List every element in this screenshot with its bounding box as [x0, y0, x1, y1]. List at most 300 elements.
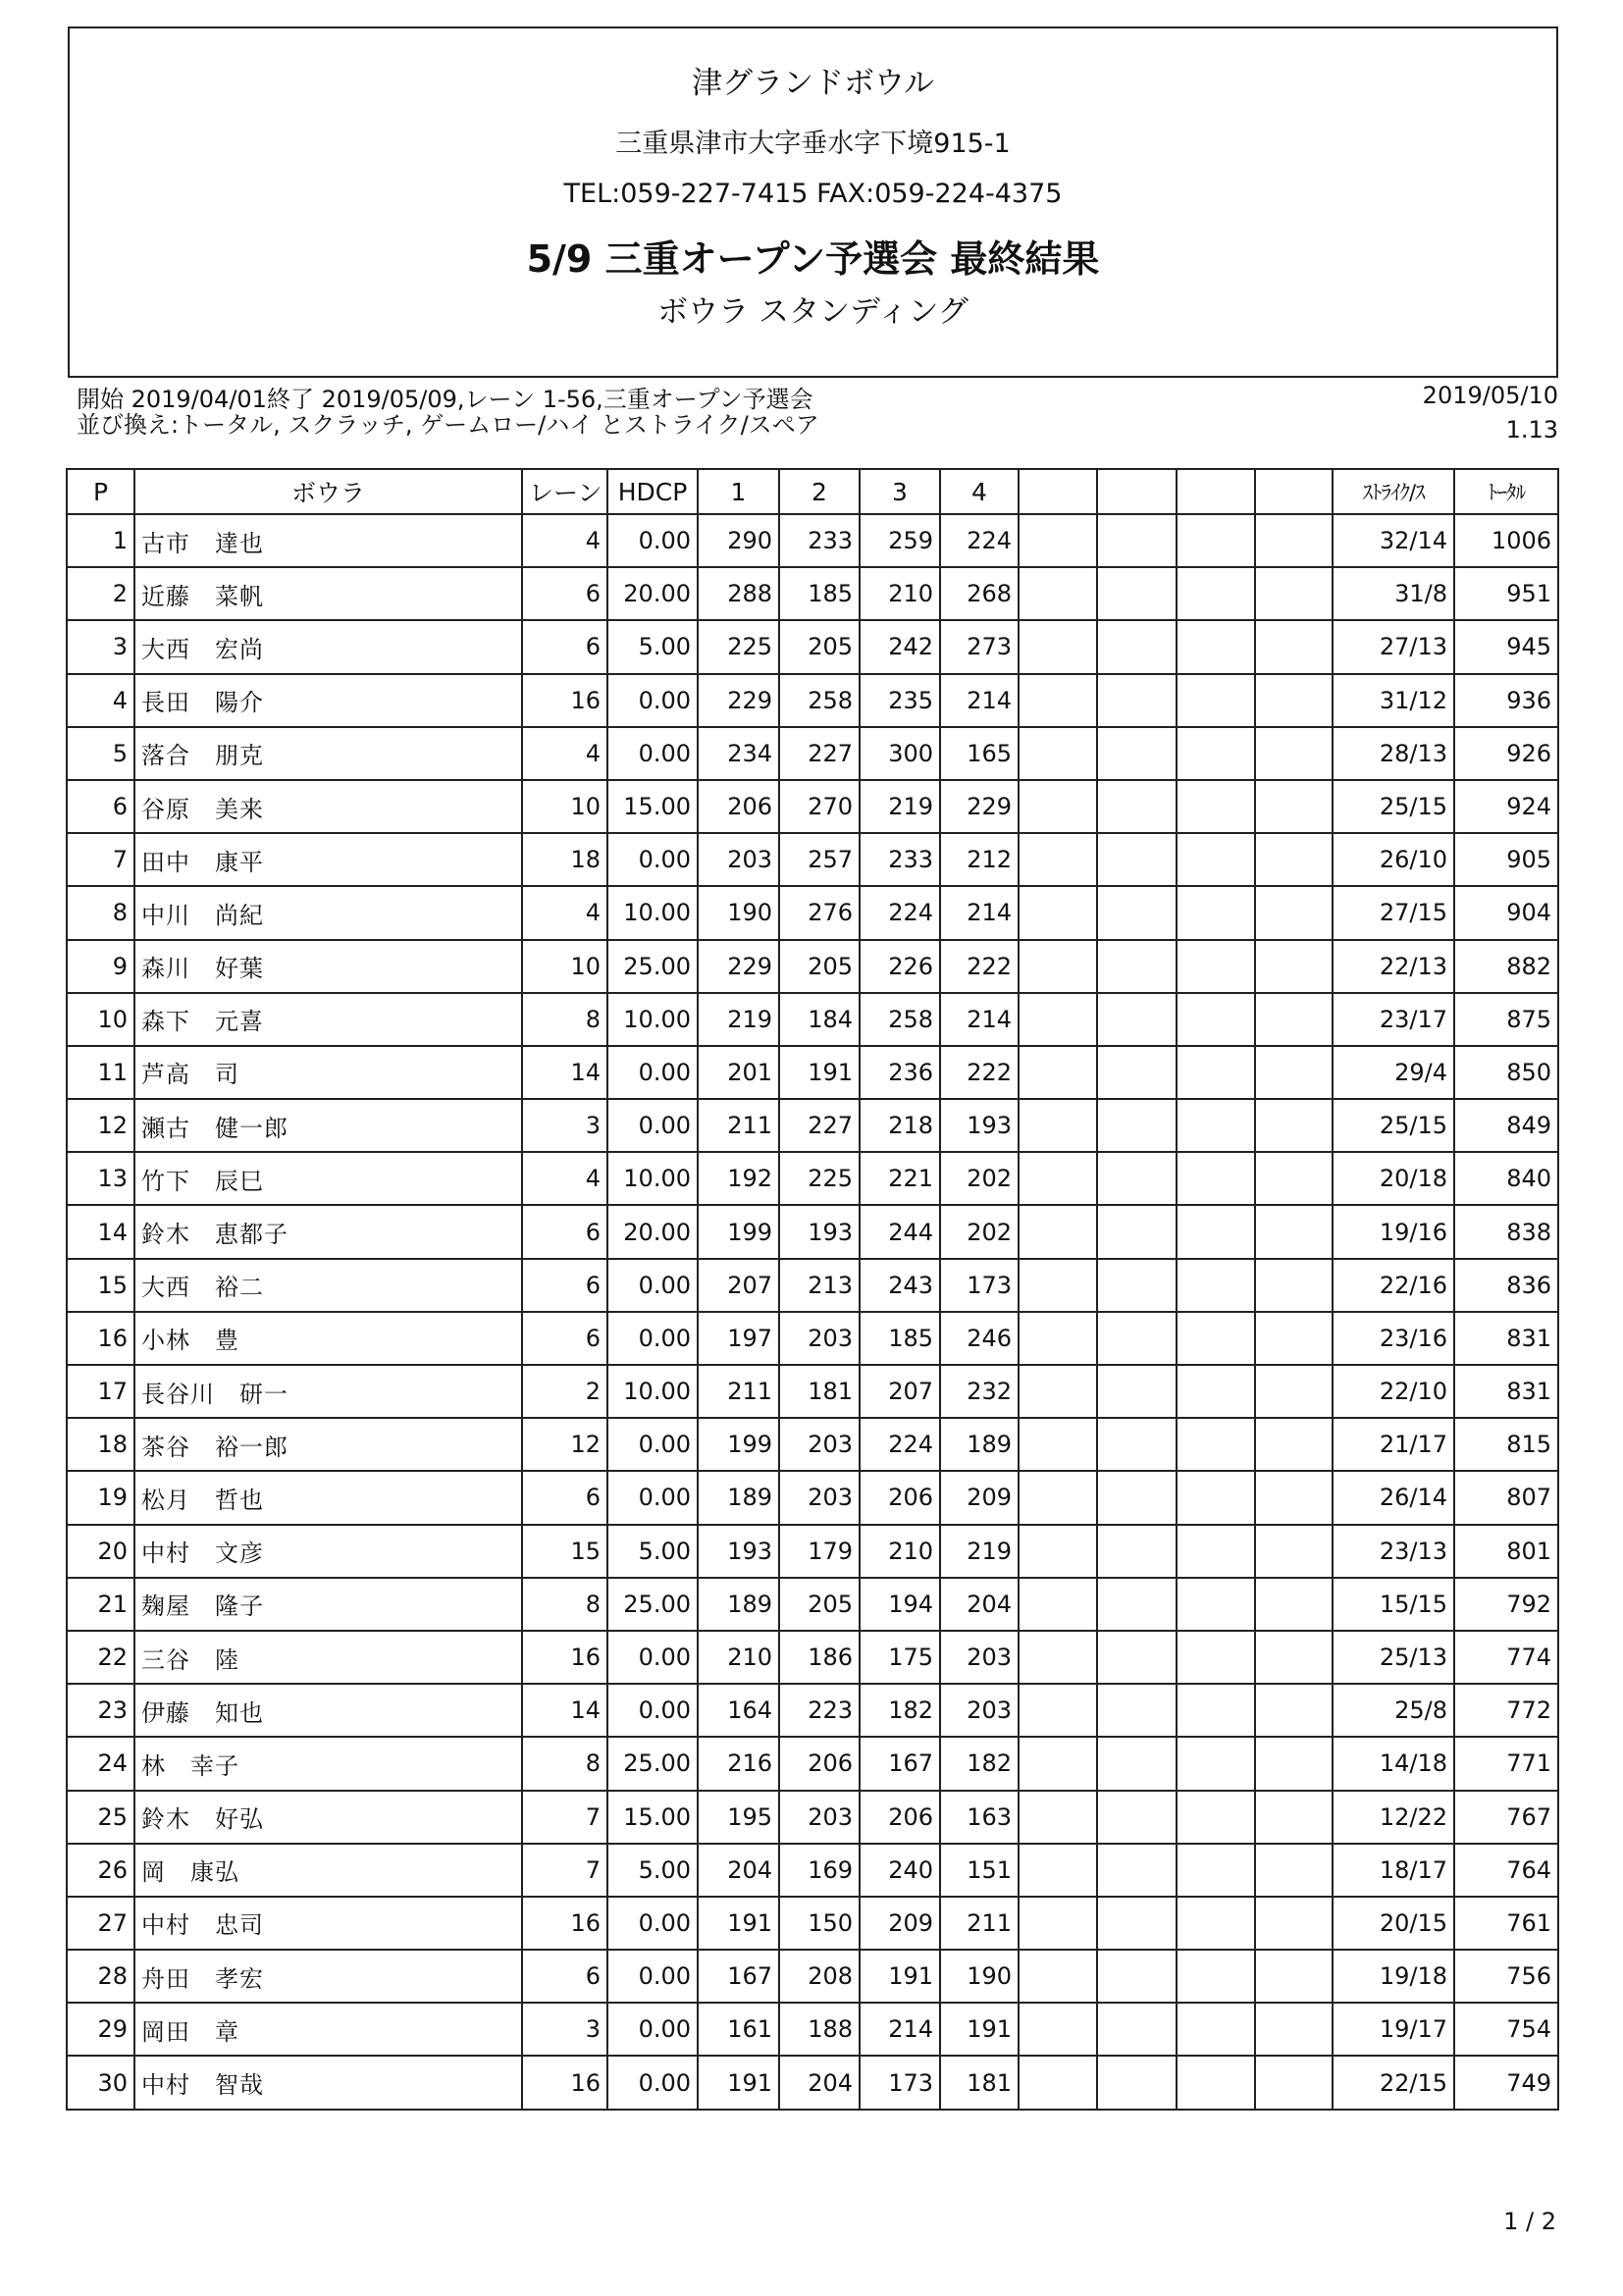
total-cell: 792	[1454, 1578, 1558, 1631]
strike-spare-cell: 27/13	[1333, 620, 1454, 673]
game1-cell: 234	[698, 727, 779, 780]
bowler-name-cell: 落合 朋克	[134, 727, 522, 780]
position-cell: 8	[67, 886, 134, 939]
empty-cell	[1097, 1152, 1177, 1205]
position-cell: 24	[67, 1737, 134, 1790]
bowler-name-cell: 中川 尚紀	[134, 886, 522, 939]
game2-cell: 186	[779, 1631, 860, 1684]
empty-cell	[1097, 780, 1177, 833]
total-cell: 849	[1454, 1099, 1558, 1152]
hdcp-cell: 0.00	[607, 674, 698, 727]
empty-cell	[1019, 1312, 1097, 1365]
hdcp-cell: 0.00	[607, 2003, 698, 2056]
hdcp-cell: 5.00	[607, 1844, 698, 1897]
total-cell: 756	[1454, 1950, 1558, 2003]
game2-cell: 208	[779, 1950, 860, 2003]
game1-cell: 290	[698, 514, 779, 567]
lane-cell: 16	[522, 1897, 607, 1950]
game3-cell: 300	[860, 727, 940, 780]
game3-cell: 214	[860, 2003, 940, 2056]
empty-cell	[1019, 727, 1097, 780]
game3-cell: 185	[860, 1312, 940, 1365]
table-row	[67, 1791, 1558, 1844]
strike-spare-cell: 19/17	[1333, 2003, 1454, 2056]
empty-cell	[1097, 1950, 1177, 2003]
position-cell: 6	[67, 780, 134, 833]
table-row	[67, 1152, 1558, 1205]
empty-cell	[1255, 1525, 1333, 1578]
game2-cell: 270	[779, 780, 860, 833]
strike-spare-cell: 23/17	[1333, 993, 1454, 1046]
position-cell: 4	[67, 674, 134, 727]
total-cell: 801	[1454, 1525, 1558, 1578]
game1-cell: 204	[698, 1844, 779, 1897]
position-cell: 17	[67, 1365, 134, 1418]
bowler-name-cell: 古市 達也	[134, 514, 522, 567]
total-cell: 771	[1454, 1737, 1558, 1790]
table-row	[67, 1950, 1558, 2003]
hdcp-cell: 0.00	[607, 1631, 698, 1684]
game3-cell: 206	[860, 1471, 940, 1524]
game3-cell: 221	[860, 1152, 940, 1205]
position-cell: 25	[67, 1791, 134, 1844]
total-cell: 945	[1454, 620, 1558, 673]
game2-cell: 257	[779, 833, 860, 886]
strike-spare-cell: 22/10	[1333, 1365, 1454, 1418]
bowler-name-cell: 岡田 章	[134, 2003, 522, 2056]
empty-cell	[1255, 1046, 1333, 1099]
table-row	[67, 886, 1558, 939]
strike-spare-cell: 25/8	[1333, 1684, 1454, 1737]
position-cell: 19	[67, 1471, 134, 1524]
lane-cell: 3	[522, 2003, 607, 2056]
bowler-name-cell: 鈴木 好弘	[134, 1791, 522, 1844]
empty-cell	[1177, 620, 1255, 673]
report-version: 1.13	[1505, 416, 1558, 444]
empty-cell	[1177, 1525, 1255, 1578]
game2-cell: 179	[779, 1525, 860, 1578]
hdcp-cell: 0.00	[607, 1259, 698, 1312]
bowler-name-cell: 森川 好葉	[134, 940, 522, 993]
strike-spare-cell: 28/13	[1333, 727, 1454, 780]
empty-cell	[1255, 1365, 1333, 1418]
table-row	[67, 1365, 1558, 1418]
game2-cell: 205	[779, 1578, 860, 1631]
game4-cell: 212	[940, 833, 1019, 886]
empty-cell	[1255, 514, 1333, 567]
table-row	[67, 1418, 1558, 1471]
empty-cell	[1177, 1046, 1255, 1099]
game4-cell: 222	[940, 940, 1019, 993]
hdcp-cell: 0.00	[607, 727, 698, 780]
game4-cell: 202	[940, 1205, 1019, 1258]
report-date: 2019/05/10	[1422, 382, 1558, 409]
game4-cell: 246	[940, 1312, 1019, 1365]
empty-cell	[1097, 1259, 1177, 1312]
position-cell: 20	[67, 1525, 134, 1578]
game3-cell: 210	[860, 567, 940, 620]
strike-spare-cell: 31/8	[1333, 567, 1454, 620]
game4-cell: 203	[940, 1631, 1019, 1684]
empty-cell	[1177, 674, 1255, 727]
empty-cell	[1019, 1791, 1097, 1844]
hdcp-cell: 10.00	[607, 1365, 698, 1418]
empty-cell	[1255, 1471, 1333, 1524]
game1-cell: 211	[698, 1099, 779, 1152]
empty-cell	[1255, 1099, 1333, 1152]
empty-cell	[1019, 1471, 1097, 1524]
empty-cell	[1097, 886, 1177, 939]
strike-spare-cell: 19/16	[1333, 1205, 1454, 1258]
empty-cell	[1097, 1844, 1177, 1897]
col-game4: 4	[940, 469, 1019, 514]
empty-cell	[1177, 2056, 1255, 2109]
game3-cell: 167	[860, 1737, 940, 1790]
empty-cell	[1177, 1737, 1255, 1790]
empty-cell	[1097, 727, 1177, 780]
game1-cell: 216	[698, 1737, 779, 1790]
lane-cell: 4	[522, 886, 607, 939]
table-row	[67, 1099, 1558, 1152]
game2-cell: 203	[779, 1471, 860, 1524]
table-row	[67, 780, 1558, 833]
table-row	[67, 2003, 1558, 2056]
bowler-name-cell: 麹屋 隆子	[134, 1578, 522, 1631]
game4-cell: 204	[940, 1578, 1019, 1631]
empty-cell	[1019, 1152, 1097, 1205]
empty-cell	[1255, 727, 1333, 780]
strike-spare-cell: 26/10	[1333, 833, 1454, 886]
table-row	[67, 620, 1558, 673]
empty-cell	[1097, 514, 1177, 567]
bowler-name-cell: 中村 智哉	[134, 2056, 522, 2109]
hdcp-cell: 0.00	[607, 514, 698, 567]
table-header-row	[67, 469, 1558, 514]
table-row	[67, 514, 1558, 567]
empty-cell	[1019, 1844, 1097, 1897]
total-cell: 831	[1454, 1312, 1558, 1365]
total-cell: 838	[1454, 1205, 1558, 1258]
empty-cell	[1255, 2003, 1333, 2056]
total-cell: 815	[1454, 1418, 1558, 1471]
hdcp-cell: 10.00	[607, 1152, 698, 1205]
hdcp-cell: 25.00	[607, 940, 698, 993]
bowler-name-cell: 森下 元喜	[134, 993, 522, 1046]
game4-cell: 189	[940, 1418, 1019, 1471]
total-cell: 926	[1454, 727, 1558, 780]
col-bowler: ボウラ	[134, 469, 522, 514]
game4-cell: 214	[940, 674, 1019, 727]
position-cell: 28	[67, 1950, 134, 2003]
game1-cell: 229	[698, 674, 779, 727]
bowler-name-cell: 三谷 陸	[134, 1631, 522, 1684]
empty-cell	[1177, 1099, 1255, 1152]
empty-cell	[1097, 940, 1177, 993]
col-position: P	[67, 469, 134, 514]
empty-cell	[1255, 1897, 1333, 1950]
game2-cell: 276	[779, 886, 860, 939]
bowler-name-cell: 中村 忠司	[134, 1897, 522, 1950]
report-header	[68, 26, 1558, 378]
game1-cell: 207	[698, 1259, 779, 1312]
game3-cell: 259	[860, 514, 940, 567]
venue-phone: TEL:059-227-7415 FAX:059-224-4375	[563, 179, 1063, 209]
empty-cell	[1019, 2056, 1097, 2109]
game2-cell: 185	[779, 567, 860, 620]
game1-cell: 164	[698, 1684, 779, 1737]
hdcp-cell: 0.00	[607, 1471, 698, 1524]
table-row	[67, 1046, 1558, 1099]
lane-cell: 15	[522, 1525, 607, 1578]
position-cell: 2	[67, 567, 134, 620]
empty-cell	[1255, 1737, 1333, 1790]
total-cell: 767	[1454, 1791, 1558, 1844]
table-row	[67, 674, 1558, 727]
standings-table	[66, 468, 1559, 2111]
strike-spare-cell: 18/17	[1333, 1844, 1454, 1897]
game2-cell: 205	[779, 940, 860, 993]
table-row	[67, 1897, 1558, 1950]
game1-cell: 191	[698, 1897, 779, 1950]
empty-cell	[1177, 1791, 1255, 1844]
position-cell: 27	[67, 1897, 134, 1950]
lane-cell: 18	[522, 833, 607, 886]
game1-cell: 225	[698, 620, 779, 673]
game1-cell: 199	[698, 1418, 779, 1471]
bowler-name-cell: 大西 裕二	[134, 1259, 522, 1312]
hdcp-cell: 15.00	[607, 1791, 698, 1844]
empty-cell	[1097, 1046, 1177, 1099]
col-empty	[1097, 469, 1177, 514]
game4-cell: 268	[940, 567, 1019, 620]
game1-cell: 161	[698, 2003, 779, 2056]
col-game3: 3	[860, 469, 940, 514]
table-row	[67, 1631, 1558, 1684]
col-game2: 2	[779, 469, 860, 514]
position-cell: 23	[67, 1684, 134, 1737]
empty-cell	[1019, 940, 1097, 993]
game3-cell: 191	[860, 1950, 940, 2003]
empty-cell	[1177, 1897, 1255, 1950]
hdcp-cell: 0.00	[607, 2056, 698, 2109]
game2-cell: 205	[779, 620, 860, 673]
hdcp-cell: 5.00	[607, 620, 698, 673]
empty-cell	[1097, 1418, 1177, 1471]
total-cell: 875	[1454, 993, 1558, 1046]
empty-cell	[1019, 674, 1097, 727]
col-hdcp: HDCP	[607, 469, 698, 514]
bowler-name-cell: 鈴木 恵都子	[134, 1205, 522, 1258]
lane-cell: 6	[522, 1950, 607, 2003]
position-cell: 15	[67, 1259, 134, 1312]
total-cell: 905	[1454, 833, 1558, 886]
empty-cell	[1097, 993, 1177, 1046]
game3-cell: 218	[860, 1099, 940, 1152]
empty-cell	[1255, 886, 1333, 939]
hdcp-cell: 0.00	[607, 833, 698, 886]
game3-cell: 240	[860, 1844, 940, 1897]
strike-spare-cell: 32/14	[1333, 514, 1454, 567]
bowler-name-cell: 中村 文彦	[134, 1525, 522, 1578]
game4-cell: 214	[940, 993, 1019, 1046]
empty-cell	[1177, 1205, 1255, 1258]
total-cell: 1006	[1454, 514, 1558, 567]
empty-cell	[1097, 674, 1177, 727]
empty-cell	[1177, 1471, 1255, 1524]
game1-cell: 191	[698, 2056, 779, 2109]
empty-cell	[1019, 1259, 1097, 1312]
empty-cell	[1255, 1950, 1333, 2003]
game3-cell: 210	[860, 1525, 940, 1578]
empty-cell	[1097, 1525, 1177, 1578]
lane-cell: 10	[522, 780, 607, 833]
strike-spare-cell: 29/4	[1333, 1046, 1454, 1099]
game1-cell: 203	[698, 833, 779, 886]
strike-spare-cell: 21/17	[1333, 1418, 1454, 1471]
game2-cell: 213	[779, 1259, 860, 1312]
empty-cell	[1255, 1259, 1333, 1312]
game4-cell: 182	[940, 1737, 1019, 1790]
hdcp-cell: 10.00	[607, 993, 698, 1046]
empty-cell	[1019, 1418, 1097, 1471]
total-cell: 764	[1454, 1844, 1558, 1897]
empty-cell	[1097, 1791, 1177, 1844]
empty-cell	[1177, 993, 1255, 1046]
game4-cell: 214	[940, 886, 1019, 939]
empty-cell	[1019, 1897, 1097, 1950]
position-cell: 26	[67, 1844, 134, 1897]
empty-cell	[1019, 1205, 1097, 1258]
empty-cell	[1097, 1631, 1177, 1684]
game2-cell: 204	[779, 2056, 860, 2109]
empty-cell	[1255, 1312, 1333, 1365]
lane-cell: 4	[522, 514, 607, 567]
empty-cell	[1097, 1684, 1177, 1737]
empty-cell	[1019, 620, 1097, 673]
empty-cell	[1097, 1099, 1177, 1152]
empty-cell	[1177, 514, 1255, 567]
table-row	[67, 1737, 1558, 1790]
bowler-name-cell: 長田 陽介	[134, 674, 522, 727]
game1-cell: 167	[698, 1950, 779, 2003]
total-cell: 850	[1454, 1046, 1558, 1099]
col-lane: レーン	[522, 469, 607, 514]
standings-body	[67, 514, 1558, 2110]
game2-cell: 203	[779, 1418, 860, 1471]
game2-cell: 206	[779, 1737, 860, 1790]
game2-cell: 193	[779, 1205, 860, 1258]
empty-cell	[1097, 620, 1177, 673]
lane-cell: 4	[522, 1152, 607, 1205]
table-row	[67, 833, 1558, 886]
col-strike-spare: ｽﾄﾗｲｸ/ｽ	[1333, 469, 1454, 514]
empty-cell	[1177, 1578, 1255, 1631]
lane-cell: 12	[522, 1418, 607, 1471]
total-cell: 772	[1454, 1684, 1558, 1737]
strike-spare-cell: 27/15	[1333, 886, 1454, 939]
game4-cell: 193	[940, 1099, 1019, 1152]
game1-cell: 229	[698, 940, 779, 993]
total-cell: 774	[1454, 1631, 1558, 1684]
strike-spare-cell: 22/16	[1333, 1259, 1454, 1312]
table-row	[67, 1471, 1558, 1524]
lane-cell: 6	[522, 1259, 607, 1312]
total-cell: 761	[1454, 1897, 1558, 1950]
game4-cell: 181	[940, 2056, 1019, 2109]
empty-cell	[1097, 1312, 1177, 1365]
strike-spare-cell: 25/15	[1333, 1099, 1454, 1152]
hdcp-cell: 5.00	[607, 1525, 698, 1578]
strike-spare-cell: 31/12	[1333, 674, 1454, 727]
empty-cell	[1097, 1471, 1177, 1524]
empty-cell	[1255, 1205, 1333, 1258]
empty-cell	[1019, 1099, 1097, 1152]
col-total: ﾄｰﾀﾙ	[1454, 469, 1558, 514]
table-row	[67, 1259, 1558, 1312]
empty-cell	[1177, 780, 1255, 833]
empty-cell	[1019, 1046, 1097, 1099]
game3-cell: 182	[860, 1684, 940, 1737]
position-cell: 16	[67, 1312, 134, 1365]
empty-cell	[1255, 1791, 1333, 1844]
game4-cell: 173	[940, 1259, 1019, 1312]
empty-cell	[1019, 780, 1097, 833]
empty-cell	[1177, 2003, 1255, 2056]
game4-cell: 202	[940, 1152, 1019, 1205]
lane-cell: 14	[522, 1046, 607, 1099]
lane-cell: 3	[522, 1099, 607, 1152]
strike-spare-cell: 19/18	[1333, 1950, 1454, 2003]
empty-cell	[1255, 833, 1333, 886]
hdcp-cell: 0.00	[607, 1950, 698, 2003]
game3-cell: 206	[860, 1791, 940, 1844]
strike-spare-cell: 23/16	[1333, 1312, 1454, 1365]
strike-spare-cell: 22/15	[1333, 2056, 1454, 2109]
empty-cell	[1019, 1525, 1097, 1578]
position-cell: 5	[67, 727, 134, 780]
filter-sort: 並び換え:トータル, スクラッチ, ゲームロー/ハイ とストライク/スペア	[77, 411, 819, 439]
table-row	[67, 1578, 1558, 1631]
game2-cell: 188	[779, 2003, 860, 2056]
game3-cell: 258	[860, 993, 940, 1046]
page-number: 1 / 2	[1503, 2208, 1556, 2235]
empty-cell	[1177, 940, 1255, 993]
empty-cell	[1019, 1631, 1097, 1684]
lane-cell: 10	[522, 940, 607, 993]
bowler-name-cell: 茶谷 裕一郎	[134, 1418, 522, 1471]
game4-cell: 273	[940, 620, 1019, 673]
game2-cell: 258	[779, 674, 860, 727]
lane-cell: 2	[522, 1365, 607, 1418]
position-cell: 9	[67, 940, 134, 993]
position-cell: 14	[67, 1205, 134, 1258]
game1-cell: 219	[698, 993, 779, 1046]
game3-cell: 243	[860, 1259, 940, 1312]
total-cell: 749	[1454, 2056, 1558, 2109]
game1-cell: 210	[698, 1631, 779, 1684]
total-cell: 840	[1454, 1152, 1558, 1205]
game3-cell: 194	[860, 1578, 940, 1631]
strike-spare-cell: 14/18	[1333, 1737, 1454, 1790]
lane-cell: 7	[522, 1844, 607, 1897]
empty-cell	[1255, 1418, 1333, 1471]
table-row	[67, 1525, 1558, 1578]
table-row	[67, 993, 1558, 1046]
lane-cell: 4	[522, 727, 607, 780]
bowler-name-cell: 芦高 司	[134, 1046, 522, 1099]
game4-cell: 209	[940, 1471, 1019, 1524]
empty-cell	[1019, 1950, 1097, 2003]
